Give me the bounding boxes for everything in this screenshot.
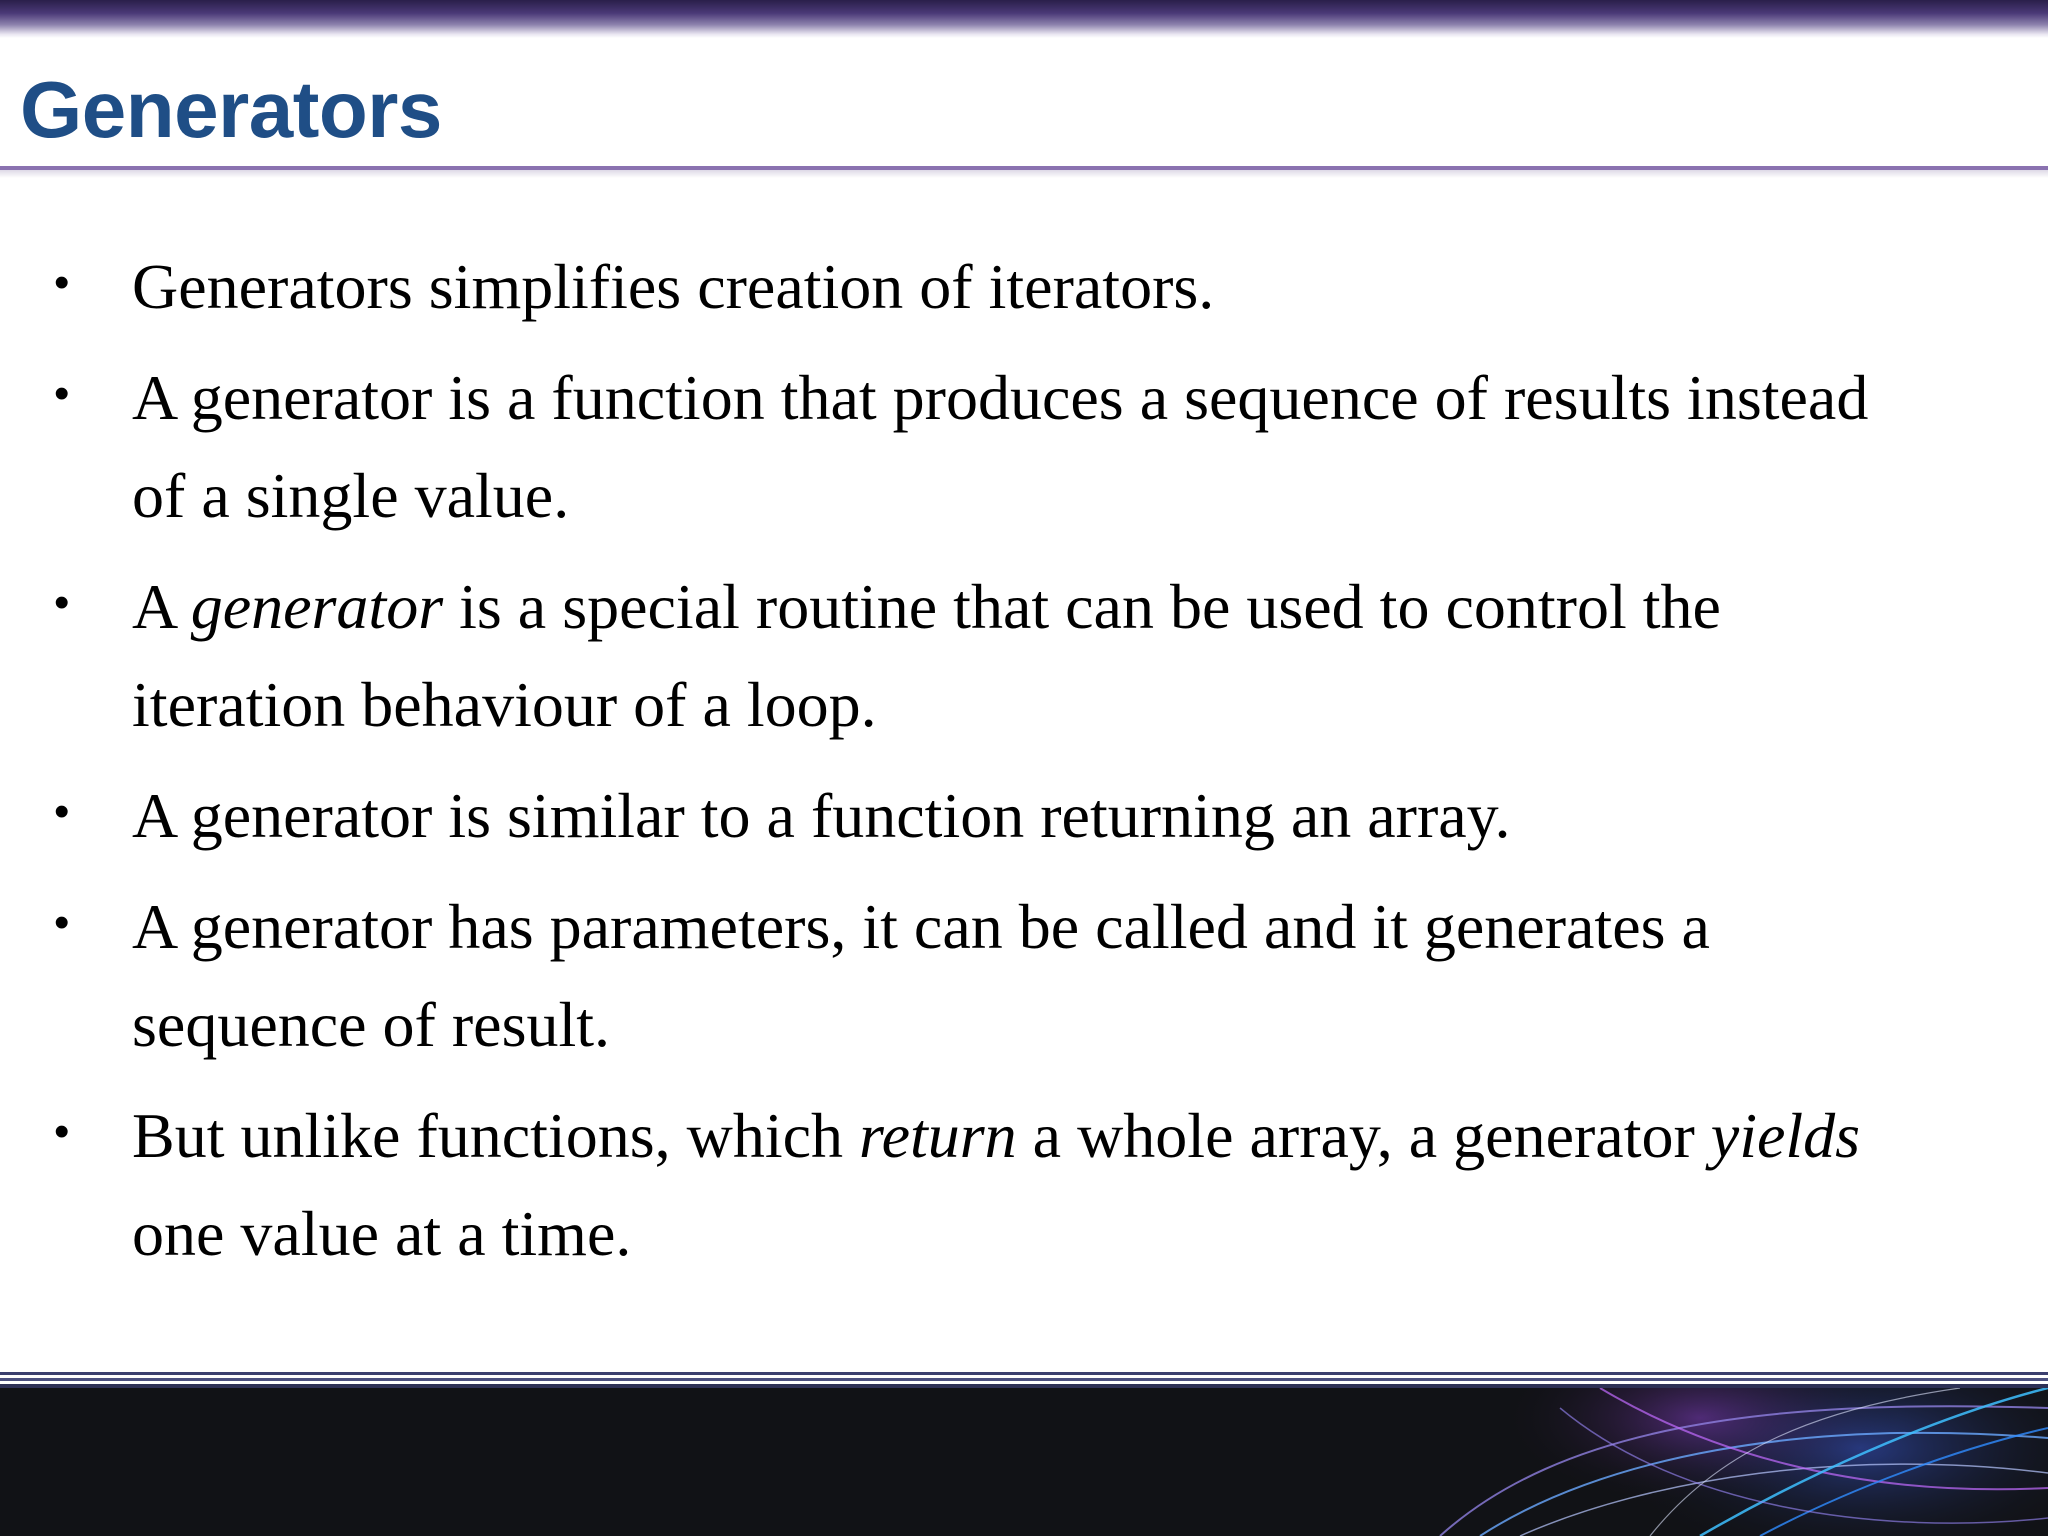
- bullet-text-segment: one value at a time.: [132, 1198, 632, 1269]
- bullet-item: [0, 238, 2048, 336]
- bullet-text-emphasis: return: [859, 1100, 1017, 1171]
- bullet-item: [0, 1087, 2048, 1283]
- footer-divider-lines: [0, 1372, 2048, 1388]
- bullet-marker: •: [54, 258, 70, 307]
- bullet-list: [0, 238, 2048, 1296]
- bullet-text-segment: Generators simplifies creation of iterators.: [132, 251, 1215, 322]
- bullet-text-segment: a whole array, a generator: [1016, 1100, 1711, 1171]
- bullet-text-segment: A generator has parameters, it can be called and it generates a sequence of result.: [132, 891, 1710, 1060]
- bullet-text-emphasis: generator: [190, 571, 444, 642]
- bullet-item: [0, 349, 2048, 545]
- bullet-text-segment: A generator is a function that produces a sequence of results instead of a single value.: [132, 362, 1869, 531]
- bullet-marker: •: [54, 898, 70, 947]
- bullet-text: [132, 780, 1511, 851]
- bullet-text: [132, 1100, 1860, 1269]
- bullet-text-segment: A generator is similar to a function returning an array.: [132, 780, 1511, 851]
- bullet-marker: •: [54, 1107, 70, 1156]
- slide-title: Generators: [20, 65, 442, 154]
- bullet-marker: •: [54, 578, 70, 627]
- bullet-text: [132, 571, 1721, 740]
- footer-swirl-graphic: [0, 1388, 2048, 1536]
- bullet-text: [132, 891, 1710, 1060]
- bullet-text-emphasis: yields: [1710, 1100, 1861, 1171]
- bullet-item: [0, 878, 2048, 1074]
- bullet-text-segment: A: [132, 571, 191, 642]
- bullet-text: [132, 362, 1868, 531]
- bullet-text: [132, 251, 1214, 322]
- bullet-marker: •: [54, 369, 70, 418]
- footer-band: [0, 1388, 2048, 1536]
- bullet-text-segment: is a special routine that can be used to control the iteration behaviour of a loop.: [132, 571, 1721, 740]
- bullet-item: [0, 558, 2048, 754]
- bullet-item: [0, 767, 2048, 865]
- title-divider-shadow: [0, 170, 2048, 178]
- bullet-marker: •: [54, 787, 70, 836]
- top-decorative-band: [0, 0, 2048, 38]
- bullet-text-segment: But unlike functions, which: [132, 1100, 860, 1171]
